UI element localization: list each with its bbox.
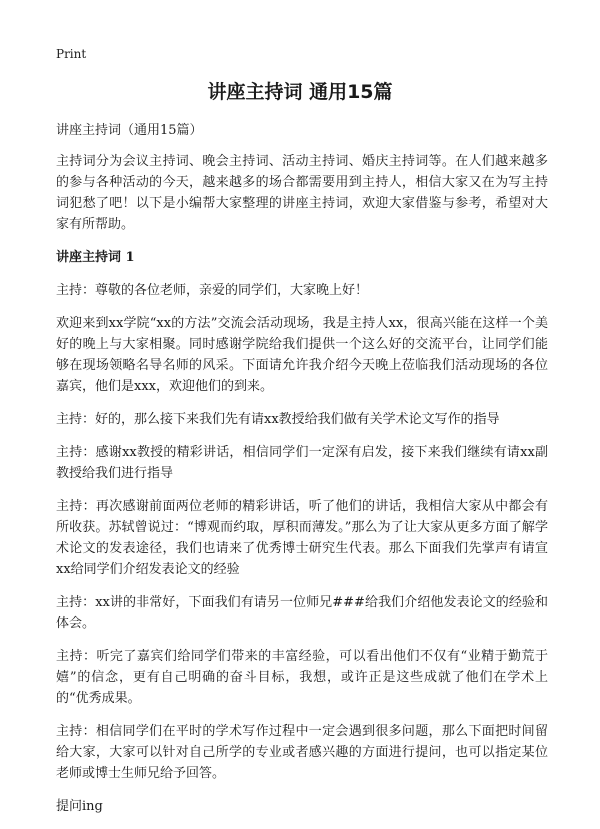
body-paragraph: 主持：好的，那么接下来我们先有请xx教授给我们做有关学术论文写作的指导 bbox=[56, 412, 500, 427]
document-body bbox=[56, 120, 548, 829]
body-paragraph: 主持：感谢xx教授的精彩讲话，相信同学们一定深有启发，接下来我们继续有请xx副教授给我们进行指导 bbox=[56, 445, 548, 481]
document-subtitle: 讲座主持词（通用15篇） bbox=[56, 123, 203, 138]
body-paragraph: 主持：再次感谢前面两位老师的精彩讲话，听了他们的讲话，我相信大家从中都会有所收获。苏轼曾说过：“博观而约取，厚积而薄发。”那么为了让大家从更多方面了解学术论文的发表途径，我们也请来了优秀博士研究生代表。那么下面我们先掌声有请宣xx给同学们介绍发表论文的经验 bbox=[56, 499, 548, 577]
body-paragraph: 欢迎来到xx学院“xx的方法”交流会活动现场，我是主持人xx，很高兴能在这样一个美好的晚上与大家相聚。同时感谢学院给我们提供一个这么好的交流平台，让同学们能够在现场领略名导名师的风采。下面请允许我介绍今天晚上莅临我们活动现场的各位嘉宾，他们是xxx，欢迎他们的到来。 bbox=[56, 316, 548, 394]
trailing-text: 提问ing bbox=[56, 799, 103, 814]
body-paragraph: 主持：尊敬的各位老师，亲爱的同学们，大家晚上好！ bbox=[56, 283, 369, 298]
print-link[interactable]: Print bbox=[56, 47, 87, 61]
body-paragraph: 主持：相信同学们在平时的学术写作过程中一定会遇到很多问题，那么下面把时间留给大家，大家可以针对自己所学的专业或者感兴趣的方面进行提问，也可以指定某位老师或博士生师兄给予回答。 bbox=[56, 724, 548, 781]
intro-paragraph: 主持词分为会议主持词、晚会主持词、活动主持词、婚庆主持词等。在人们越来越多的参与各种活动的今天，越来越多的场合都需要用到主持人，相信大家又在为写主持词犯愁了吧！以下是小编帮大家整理的讲座主持词，欢迎大家借鉴与参考，希望对大家有所帮助。 bbox=[56, 154, 548, 232]
section-heading: 讲座主持词 1 bbox=[56, 250, 135, 265]
body-paragraph: 主持：xx讲的非常好，下面我们有请另一位师兄###给我们介绍他发表论文的经验和体会。 bbox=[56, 595, 548, 631]
page-title: 讲座主持词 通用15篇 bbox=[207, 81, 393, 103]
body-paragraph: 主持：听完了嘉宾们给同学们带来的丰富经验，可以看出他们不仅有“业精于勤荒于嬉”的信念，更有自己明确的奋斗目标，我想，或许正是这些成就了他们在学术上的“优秀成果。 bbox=[56, 649, 548, 706]
